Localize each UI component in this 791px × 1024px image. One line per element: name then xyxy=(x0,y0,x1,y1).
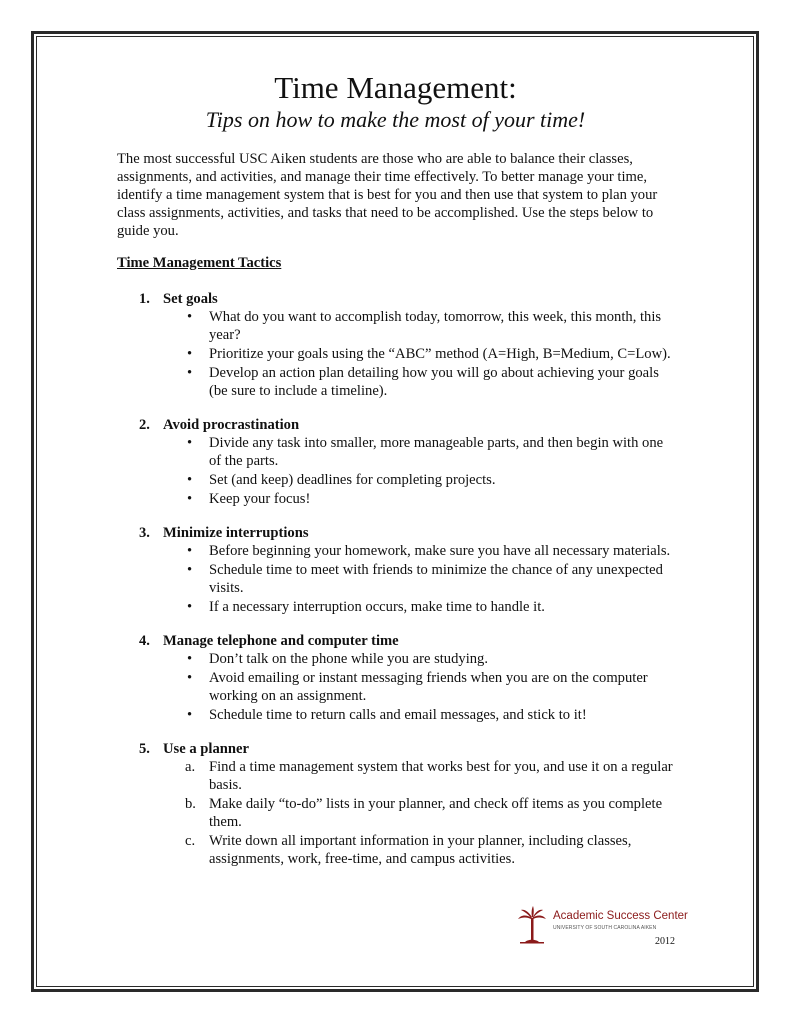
list-item xyxy=(117,471,677,489)
list-item-text: Schedule time to meet with friends to minimize the chance of any unexpected visits. xyxy=(209,562,663,596)
list-item xyxy=(117,832,677,868)
list-item xyxy=(117,542,677,560)
tactic-items xyxy=(117,434,677,508)
bullet-icon: • xyxy=(187,491,193,507)
list-item-text: Set (and keep) deadlines for completing projects. xyxy=(209,472,496,488)
logo-tagline: UNIVERSITY OF SOUTH CAROLINA AIKEN xyxy=(553,925,657,931)
bullet-icon: • xyxy=(187,435,193,451)
bullet-icon: • xyxy=(187,707,193,723)
tactic-items xyxy=(117,308,677,400)
bullet-icon: • xyxy=(187,599,193,615)
tactic-number: 3. xyxy=(139,525,150,541)
tactic-heading xyxy=(117,524,677,542)
bullet-icon: • xyxy=(187,346,193,362)
list-item xyxy=(117,650,677,668)
bullet-icon: • xyxy=(187,472,193,488)
list-letter: c. xyxy=(185,833,196,849)
bullet-icon: • xyxy=(187,543,193,559)
list-item xyxy=(117,490,677,508)
list-item xyxy=(117,308,677,344)
tactic-items xyxy=(117,542,677,616)
page-title: Time Management: xyxy=(274,70,517,105)
tactic-heading-text: Minimize interruptions xyxy=(163,525,309,541)
tactic-heading xyxy=(117,416,677,434)
list-item-text: Keep your focus! xyxy=(209,491,311,507)
list-item-text: Avoid emailing or instant messaging friends when you are on the computer working on an assignment. xyxy=(209,670,648,704)
tactic-section xyxy=(117,524,677,616)
tactics-list xyxy=(117,290,677,884)
list-item xyxy=(117,758,677,794)
tactic-heading xyxy=(117,740,677,758)
tactic-items xyxy=(117,758,677,868)
list-letter: b. xyxy=(185,796,196,812)
list-item-text: Don’t talk on the phone while you are studying. xyxy=(209,651,488,667)
tactic-number: 1. xyxy=(139,291,150,307)
list-item-text: Before beginning your homework, make sure you have all necessary materials. xyxy=(209,543,671,559)
list-item-text: Find a time management system that works best for you, and use it on a regular basis. xyxy=(209,759,673,793)
list-item xyxy=(117,364,677,400)
list-item-text: If a necessary interruption occurs, make time to handle it. xyxy=(209,599,545,615)
year-label: 2012 xyxy=(655,936,675,947)
list-letter: a. xyxy=(185,759,196,775)
bullet-icon: • xyxy=(187,670,193,686)
tactic-section xyxy=(117,740,677,868)
bullet-icon: • xyxy=(187,651,193,667)
logo-name: Academic Success Center xyxy=(553,910,688,922)
page-subtitle: Tips on how to make the most of your time! xyxy=(205,107,586,132)
list-item xyxy=(117,434,677,470)
intro-paragraph: The most successful USC Aiken students are those who are able to balance their classes, assignments, and activities, and manage their time effectively. To better manage your time, identify a time management system that is best for you and then use that system to plan your class assignments, activities, and tasks that need to be accomplished. Use the steps below to guide you. xyxy=(117,151,658,239)
list-item xyxy=(117,669,677,705)
tactic-items xyxy=(117,650,677,724)
tactic-heading xyxy=(117,632,677,650)
section-heading: Time Management Tactics xyxy=(117,255,282,271)
tactic-section xyxy=(117,416,677,508)
tactic-heading-text: Use a planner xyxy=(163,741,249,757)
tactic-heading-text: Set goals xyxy=(163,291,218,307)
list-item-text: Write down all important information in your planner, including classes, assignments, work, free-time, and campus activities. xyxy=(209,833,632,867)
tactic-number: 5. xyxy=(139,741,150,757)
list-item xyxy=(117,561,677,597)
tactic-heading-text: Manage telephone and computer time xyxy=(163,633,399,649)
tactic-heading xyxy=(117,290,677,308)
tactic-number: 4. xyxy=(139,633,150,649)
bullet-icon: • xyxy=(187,562,193,578)
list-item xyxy=(117,795,677,831)
list-item xyxy=(117,598,677,616)
tactic-section xyxy=(117,632,677,724)
list-item-text: What do you want to accomplish today, tomorrow, this week, this month, this year? xyxy=(209,309,662,343)
tactic-section xyxy=(117,290,677,400)
list-item xyxy=(117,345,677,363)
list-item xyxy=(117,706,677,724)
tactic-number: 2. xyxy=(139,417,150,433)
list-item-text: Prioritize your goals using the “ABC” method (A=High, B=Medium, C=Low). xyxy=(209,346,671,362)
list-item-text: Divide any task into smaller, more manageable parts, and then begin with one of the parts. xyxy=(209,435,664,469)
tactic-heading-text: Avoid procrastination xyxy=(163,417,300,433)
list-item-text: Schedule time to return calls and email messages, and stick to it! xyxy=(209,707,587,723)
list-item-text: Develop an action plan detailing how you will go about achieving your goals (be sure to include a timeline). xyxy=(209,365,659,399)
list-item-text: Make daily “to-do” lists in your planner, and check off items as you complete them. xyxy=(209,796,663,830)
bullet-icon: • xyxy=(187,365,193,381)
bullet-icon: • xyxy=(187,309,193,325)
